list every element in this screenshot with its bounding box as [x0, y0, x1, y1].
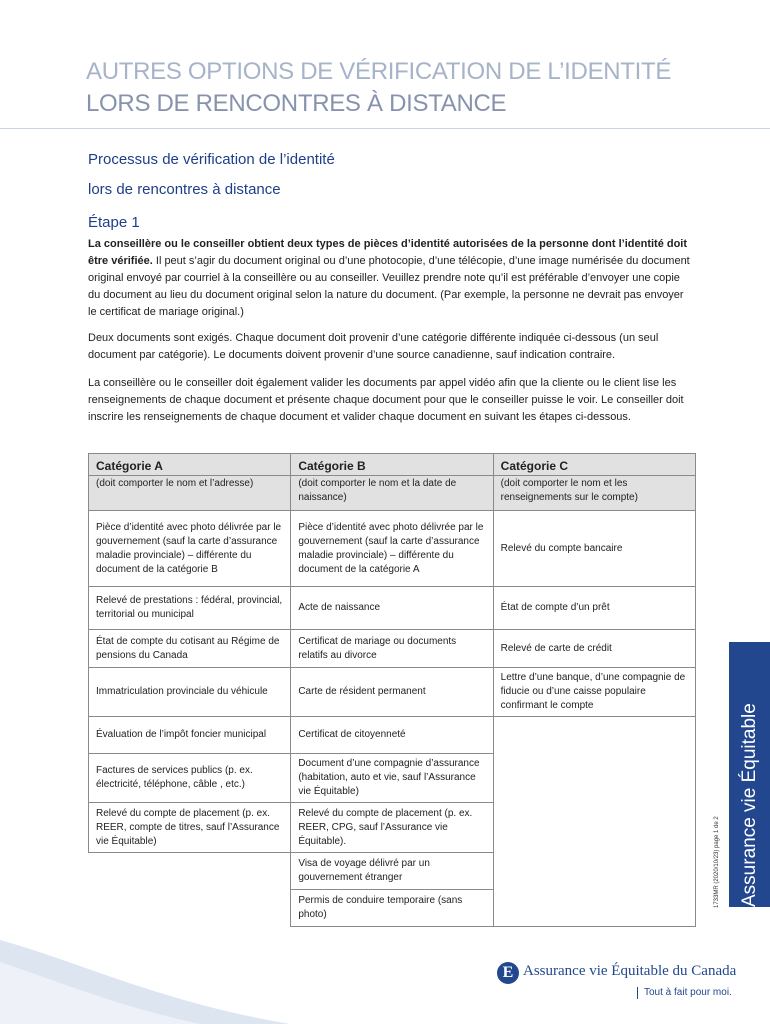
- table-cell: Relevé du compte bancaire: [493, 511, 695, 587]
- table-cell: Relevé du compte de placement (p. ex. REER, compte de titres, sauf l’Assurance vie Équitable): [89, 803, 291, 853]
- brand-sidebar: [729, 642, 770, 907]
- header-category-b: Catégorie B: [291, 454, 493, 476]
- header-category-a: Catégorie A: [89, 454, 291, 476]
- table-cell: Factures de services publics (p. ex. électricité, téléphone, câble , etc.): [89, 754, 291, 803]
- table-cell: Relevé de prestations : fédéral, provincial, territorial ou municipal: [89, 587, 291, 630]
- logo-mark-icon: E: [497, 962, 519, 984]
- subheader-category-c: (doit comporter le nom et les renseignements sur le compte): [493, 476, 695, 511]
- table-cell: État de compte d’un prêt: [493, 587, 695, 630]
- table-cell: Relevé du compte de placement (p. ex. REER, CPG, sauf l’Assurance vie Équitable).: [291, 803, 493, 853]
- table-cell: Permis de conduire temporaire (sans photo): [291, 890, 493, 927]
- table-row: [89, 630, 696, 668]
- logo-text: Assurance vie Équitable du Canada: [523, 963, 737, 979]
- table-header-row: [89, 454, 696, 476]
- table-cell: Certificat de citoyenneté: [291, 717, 493, 754]
- subtitle-line2: lors de rencontres à distance: [88, 181, 281, 198]
- table-cell: Immatriculation provinciale du véhicule: [89, 668, 291, 717]
- header-category-c: Catégorie C: [493, 454, 695, 476]
- table-row: [89, 511, 696, 587]
- table-cell: Lettre d’une banque, d’une compagnie de fiducie ou d’une caisse populaire confirmant le compte: [493, 668, 695, 717]
- header-title-line2: LORS DE RENCONTRES À DISTANCE: [86, 90, 507, 117]
- table-cell: Relevé de carte de crédit: [493, 630, 695, 668]
- subheader-category-b: (doit comporter le nom et la date de naissance): [291, 476, 493, 511]
- page-header: [0, 0, 770, 129]
- categories-table: [88, 453, 696, 927]
- table-cell: Acte de naissance: [291, 587, 493, 630]
- table-cell: État de compte du cotisant au Régime de pensions du Canada: [89, 630, 291, 668]
- table-row: [89, 587, 696, 630]
- table-subheader-row: [89, 476, 696, 511]
- paragraph-documents-required: Deux documents sont exigés. Chaque document doit provenir d’une catégorie différente indiquée ci-dessous (un seul document par catégorie). Le documents doivent provenir d’une source canadienne, sauf indication contraire.: [88, 332, 659, 361]
- subtitle-line1: Processus de vérification de l’identité: [88, 151, 335, 168]
- paragraph-video-validation: La conseillère ou le conseiller doit également valider les documents par appel vidéo afin que la cliente ou le client lise les renseignements de chaque document et présente chaque document pour que le conseiller puisse le voir. Le conseiller doit inscrire les renseignements de chaque document et valider chaque document en suivant les étapes ci-dessous.: [88, 377, 684, 423]
- table-cell: Visa de voyage délivré par un gouvernement étranger: [291, 853, 493, 890]
- table-cell: Carte de résident permanent: [291, 668, 493, 717]
- document-code-text: 1733MR (2020/10/23) page 1 de 2: [714, 816, 720, 908]
- paragraph-step1: [88, 236, 694, 321]
- subheader-category-a: (doit comporter le nom et l’adresse): [89, 476, 291, 511]
- table-cell: Certificat de mariage ou documents relatifs au divorce: [291, 630, 493, 668]
- table-cell-empty: [493, 717, 695, 927]
- table-row: [89, 717, 696, 754]
- paragraph-step1-bold: La conseillère ou le conseiller obtient deux types de pièces d’identité autorisées de la personne dont l’identité doit être vérifiée.: [88, 238, 688, 267]
- table-cell: Évaluation de l’impôt foncier municipal: [89, 717, 291, 754]
- table-row: [89, 668, 696, 717]
- table-cell: Document d’une compagnie d’assurance (habitation, auto et vie, sauf l’Assurance vie Équitable): [291, 754, 493, 803]
- table-cell: Pièce d’identité avec photo délivrée par le gouvernement (sauf la carte d’assurance maladie provinciale) – différente du document de la catégorie B: [89, 511, 291, 587]
- tagline: Tout à fait pour moi.: [637, 987, 732, 999]
- document-code: [714, 760, 724, 910]
- brand-sidebar-text: Assurance vie Équitable: [739, 703, 760, 907]
- table-cell: Pièce d’identité avec photo délivrée par le gouvernement (sauf la carte d’assurance maladie provinciale) – différente du document de la catégorie A: [291, 511, 493, 587]
- paragraph-step1-rest: Il peut s’agir du document original ou d’une photocopie, d’une télécopie, d’une image numérisée du document original envoyé par courriel à la conseillère ou au conseiller. Veuillez prendre note qu’il est préférable d’envoyer une copie du document au lieu du document original selon la nature du document. (Par exemple, la personne ne devrait pas envoyer le certificat de mariage original.): [88, 255, 690, 318]
- header-title-line1: AUTRES OPTIONS DE VÉRIFICATION DE L’IDENTITÉ: [86, 58, 672, 85]
- step-heading: Étape 1: [88, 214, 140, 231]
